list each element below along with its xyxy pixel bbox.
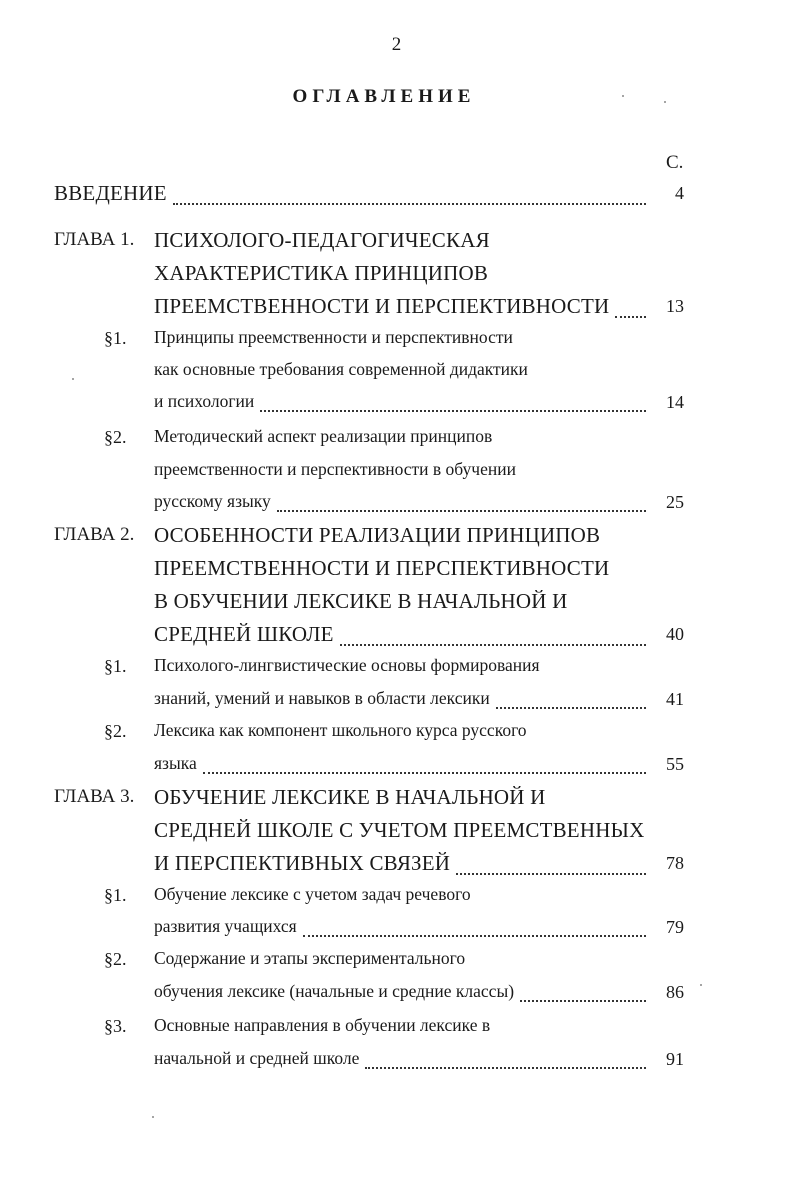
dot-leader (303, 933, 646, 937)
chapter-title-line: В ОБУЧЕНИИ ЛЕКСИКЕ В НАЧАЛЬНОЙ И (154, 589, 568, 613)
dot-leader (173, 201, 646, 205)
scan-speck (664, 101, 666, 103)
section-title-line: развития учащихся (154, 916, 297, 936)
chapter-page-number: 78 (666, 853, 684, 873)
dot-leader (496, 705, 646, 709)
chapter-title-line: И ПЕРСПЕКТИВНЫХ СВЯЗЕЙ (154, 851, 451, 875)
dot-leader (203, 770, 646, 774)
chapter-title-line: СРЕДНЕЙ ШКОЛЕ (154, 622, 334, 646)
section-title-line: Психолого-лингвистические основы формирования (154, 655, 540, 675)
chapter-title-line: ОБУЧЕНИЕ ЛЕКСИКЕ В НАЧАЛЬНОЙ И (154, 785, 546, 809)
toc-title: ОГЛАВЛЕНИЕ (292, 86, 476, 107)
section-title-line: Принципы преемственности и перспективности (154, 327, 513, 347)
section-title-line: преемственности и перспективности в обучении (154, 459, 516, 479)
chapter-title-line: ХАРАКТЕРИСТИКА ПРИНЦИПОВ (154, 261, 489, 285)
section-page-number: 91 (666, 1049, 684, 1069)
chapter-page-number: 13 (666, 296, 684, 316)
section-title-line: как основные требования современной дидактики (154, 359, 528, 379)
section-title-line: языка (154, 753, 197, 773)
section-page-number: 55 (666, 754, 684, 774)
page-column-label: С. (666, 152, 684, 173)
chapter-label: ГЛАВА 1. (54, 229, 135, 250)
scan-speck (700, 984, 702, 986)
section-title-line: Обучение лексике с учетом задач речевого (154, 884, 471, 904)
section-title-line: начальной и средней школе (154, 1048, 360, 1068)
chapter-title-line: СРЕДНЕЙ ШКОЛЕ С УЧЕТОМ ПРЕЕМСТВЕННЫХ (154, 818, 645, 842)
chapter-title-line: ПРЕЕМСТВЕННОСТИ И ПЕРСПЕКТИВНОСТИ (154, 294, 610, 318)
section-title-line: и психологии (154, 391, 255, 411)
section-label: §1. (104, 885, 127, 905)
section-label: §3. (104, 1016, 127, 1036)
section-title-line: Лексика как компонент школьного курса русского (154, 720, 527, 740)
section-page-number: 41 (666, 689, 684, 709)
section-page-number: 79 (666, 917, 684, 937)
section-page-number: 14 (666, 392, 684, 412)
section-title-line: знаний, умений и навыков в области лексики (154, 688, 490, 708)
section-label: §1. (104, 656, 127, 676)
page-number: 2 (391, 34, 402, 55)
chapter-page-number: 40 (666, 624, 684, 644)
dot-leader (615, 314, 646, 318)
section-page-number: 86 (666, 982, 684, 1002)
scan-speck (72, 378, 74, 380)
section-label: §2. (104, 427, 127, 447)
dot-leader (365, 1065, 646, 1069)
dot-leader (520, 998, 646, 1002)
chapter-title-line: ПРЕЕМСТВЕННОСТИ И ПЕРСПЕКТИВНОСТИ (154, 556, 610, 580)
scan-speck (622, 95, 624, 97)
dot-leader (260, 408, 646, 412)
intro-title: ВВЕДЕНИЕ (54, 181, 167, 205)
section-title-line: Содержание и этапы экспериментального (154, 948, 466, 968)
section-label: §2. (104, 949, 127, 969)
chapter-title-line: ОСОБЕННОСТИ РЕАЛИЗАЦИИ ПРИНЦИПОВ (154, 523, 601, 547)
section-title-line: русскому языку (154, 491, 271, 511)
chapter-label: ГЛАВА 2. (54, 524, 135, 545)
chapter-title-line: ПСИХОЛОГО-ПЕДАГОГИЧЕСКАЯ (154, 228, 490, 252)
chapter-label: ГЛАВА 3. (54, 786, 135, 807)
dot-leader (456, 871, 646, 875)
scan-speck (152, 1116, 154, 1118)
section-page-number: 25 (666, 492, 684, 512)
section-title-line: Методический аспект реализации принципов (154, 426, 493, 446)
dot-leader (340, 642, 646, 646)
section-title-line: Основные направления в обучении лексике в (154, 1015, 491, 1035)
section-label: §1. (104, 328, 127, 348)
section-label: §2. (104, 721, 127, 741)
intro-page-number: 4 (675, 183, 684, 203)
dot-leader (277, 508, 646, 512)
section-title-line: обучения лексике (начальные и средние классы) (154, 981, 515, 1001)
